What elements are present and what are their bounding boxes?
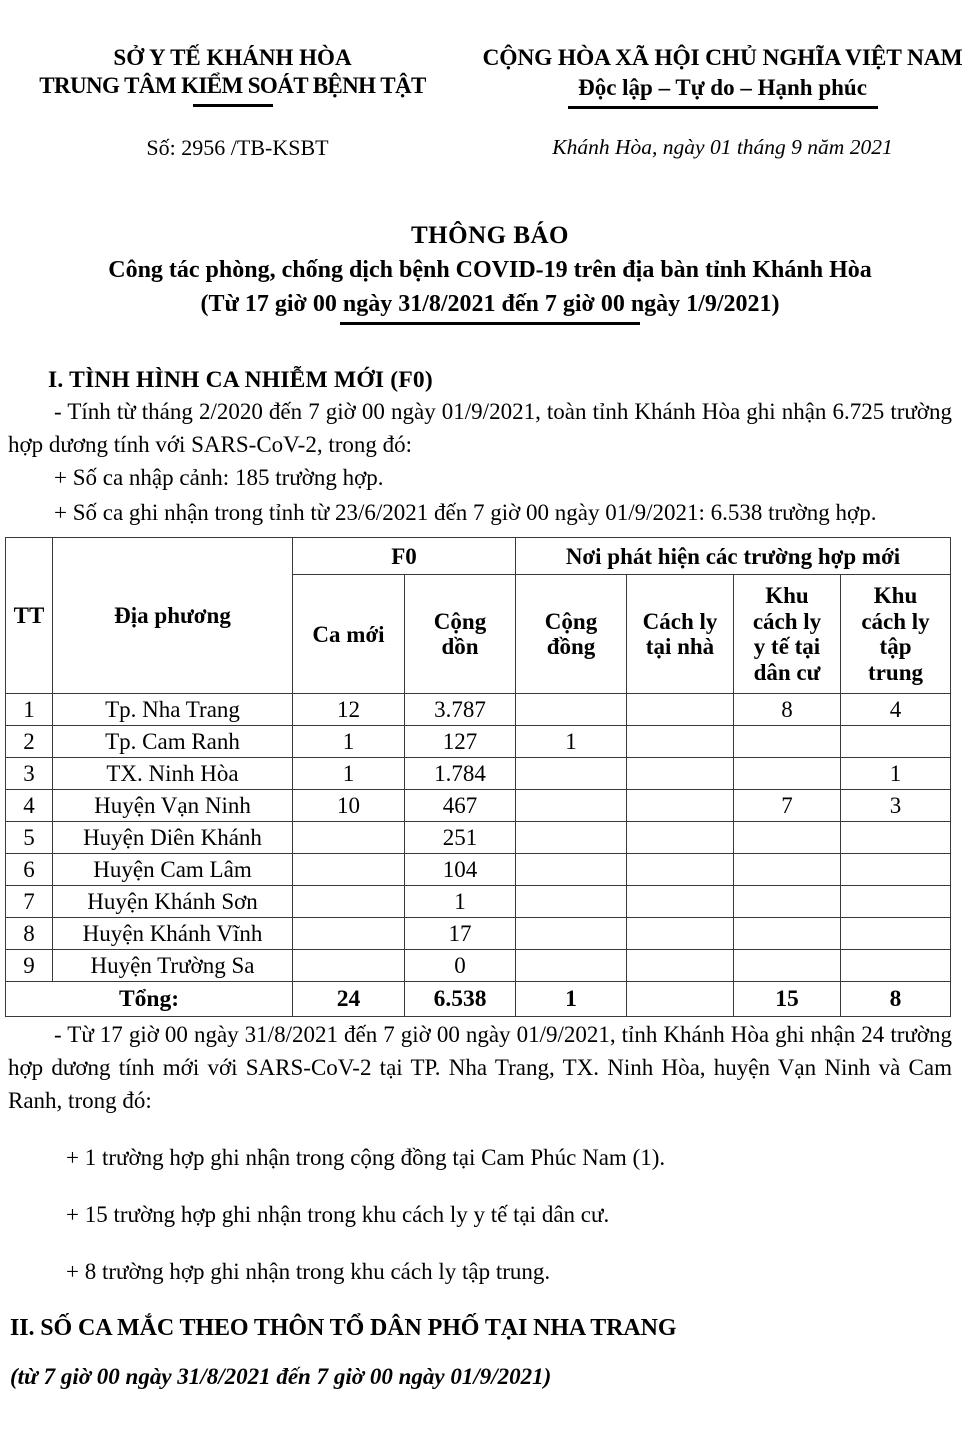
cell-cumulative: 104: [405, 854, 516, 886]
section-1-detail-community: + 1 trường hợp ghi nhận trong cộng đồng tại Cam Phúc Nam (1).: [66, 1145, 666, 1171]
cell-tt: 1: [6, 694, 53, 726]
cell-community: [516, 790, 627, 822]
cell-community: [516, 854, 627, 886]
table-row: [6, 950, 951, 982]
section-2-subheading: (từ 7 giờ 00 ngày 31/8/2021 đến 7 giờ 00 ngày 01/9/2021): [10, 1363, 552, 1389]
table-total-row: [6, 982, 951, 1017]
cell-medical-zone: 8: [734, 694, 841, 726]
cell-total-community: 1: [516, 982, 627, 1017]
cell-concentrated-zone: 3: [841, 790, 951, 822]
cell-new-cases: 1: [293, 726, 405, 758]
cell-total-medical-zone: 15: [734, 982, 841, 1017]
col-header-new-cases: Ca mới: [293, 575, 405, 694]
department-name: SỞ Y TẾ KHÁNH HÒA: [113, 45, 352, 70]
cell-tt: 4: [6, 790, 53, 822]
issuing-organization: [0, 44, 465, 109]
cell-cumulative: 1.784: [405, 758, 516, 790]
cell-total-concentrated-zone: 8: [841, 982, 951, 1017]
cell-cumulative: 251: [405, 822, 516, 854]
cell-concentrated-zone: [841, 726, 951, 758]
cell-medical-zone: [734, 854, 841, 886]
cell-tt: 5: [6, 822, 53, 854]
cell-tt: 6: [6, 854, 53, 886]
cell-locality: Tp. Cam Ranh: [53, 726, 293, 758]
cell-concentrated-zone: 1: [841, 758, 951, 790]
cell-total-home-quarantine: [627, 982, 734, 1017]
cell-new-cases: [293, 854, 405, 886]
document-number: Số: 2956 /TB-KSBT: [146, 134, 329, 160]
cell-medical-zone: 7: [734, 790, 841, 822]
table-row: [6, 854, 951, 886]
section-1-detail-concentrated-zone: + 8 trường hợp ghi nhận trong khu cách ly tập trung.: [66, 1258, 551, 1284]
cell-new-cases: [293, 918, 405, 950]
cell-new-cases: [293, 886, 405, 918]
document-meta-row: [0, 135, 980, 161]
cell-cumulative: 467: [405, 790, 516, 822]
cell-community: [516, 822, 627, 854]
table-row: [6, 726, 951, 758]
cell-new-cases: 12: [293, 694, 405, 726]
col-group-header-detection-place: Nơi phát hiện các trường hợp mới: [516, 538, 951, 575]
title-period: (Từ 17 giờ 00 ngày 31/8/2021 đến 7 giờ 00 ngày 1/9/2021): [200, 290, 780, 317]
section-1-detail-medical-zone: + 15 trường hợp ghi nhận trong khu cách ly y tế tại dân cư.: [66, 1201, 610, 1227]
cell-concentrated-zone: [841, 918, 951, 950]
national-motto: Độc lập – Tự do – Hạnh phúc: [578, 74, 867, 100]
col-header-medical-quarantine-zone: Khu cách ly y tế tại dân cư: [734, 575, 841, 694]
cell-medical-zone: [734, 950, 841, 982]
cell-cumulative: 17: [405, 918, 516, 950]
cell-home-quarantine: [627, 694, 734, 726]
cell-concentrated-zone: 4: [841, 694, 951, 726]
document-title-block: [0, 219, 980, 325]
cell-medical-zone: [734, 822, 841, 854]
cell-new-cases: [293, 822, 405, 854]
section-1-bullet-entry: + Số ca nhập cảnh: 185 trường hợp.: [54, 464, 384, 490]
center-name: TRUNG TÂM KIỂM SOÁT BỆNH TẬT: [39, 73, 426, 99]
cell-new-cases: 1: [293, 758, 405, 790]
col-group-header-f0: F0: [293, 538, 516, 575]
cell-tt: 8: [6, 918, 53, 950]
cell-community: [516, 886, 627, 918]
section-1-paragraph-after-table: - Từ 17 giờ 00 ngày 31/8/2021 đến 7 giờ 00 ngày 01/9/2021, tỉnh Khánh Hòa ghi nhận 24 trường hợp dương tính mới với SARS-CoV-2 tại TP. Nha Trang, TX. Ninh Hòa, huyện Vạn Ninh và Cam Ranh, trong đó:: [8, 1022, 952, 1114]
cell-community: [516, 758, 627, 790]
cell-cumulative: 1: [405, 886, 516, 918]
cell-medical-zone: [734, 726, 841, 758]
cell-community: 1: [516, 726, 627, 758]
cell-locality: TX. Ninh Hòa: [53, 758, 293, 790]
cell-home-quarantine: [627, 950, 734, 982]
col-header-cumulative: Cộng dồn: [405, 575, 516, 694]
cell-total-cumulative: 6.538: [405, 982, 516, 1017]
cell-concentrated-zone: [841, 854, 951, 886]
table-row: [6, 758, 951, 790]
section-2-heading: II. SỐ CA MẮC THEO THÔN TỔ DÂN PHỐ TẠI NHA TRANG: [10, 1314, 677, 1341]
cell-locality: Huyện Cam Lâm: [53, 854, 293, 886]
cell-total-label: Tổng:: [6, 982, 293, 1017]
cell-home-quarantine: [627, 790, 734, 822]
section-1-paragraph-1: - Tính từ tháng 2/2020 đến 7 giờ 00 ngày 01/9/2021, toàn tỉnh Khánh Hòa ghi nhận 6.725 trường hợp dương tính với SARS-CoV-2, trong đó:: [8, 398, 952, 457]
country-name: CỘNG HÒA XÃ HỘI CHỦ NGHĨA VIỆT NAM: [482, 45, 963, 71]
table-row: [6, 886, 951, 918]
col-header-community: Cộng đồng: [516, 575, 627, 694]
cell-community: [516, 918, 627, 950]
letterhead-left-divider: [193, 104, 273, 107]
title-divider: [340, 322, 640, 325]
cell-tt: 7: [6, 886, 53, 918]
cell-concentrated-zone: [841, 822, 951, 854]
cell-total-new-cases: 24: [293, 982, 405, 1017]
cell-medical-zone: [734, 918, 841, 950]
letterhead: [0, 0, 980, 109]
col-header-tt: TT: [6, 538, 53, 694]
col-header-concentrated-quarantine-zone: Khu cách ly tập trung: [841, 575, 951, 694]
cases-by-locality-table: [5, 537, 951, 1017]
page-title: THÔNG BÁO: [411, 221, 569, 249]
national-heading: [465, 44, 980, 109]
section-1-bullet-domestic: + Số ca ghi nhận trong tỉnh từ 23/6/2021 đến 7 giờ 00 ngày 01/9/2021: 6.538 trường hợp.: [54, 499, 877, 525]
table-row: [6, 822, 951, 854]
table-body: [6, 694, 951, 1017]
cell-medical-zone: [734, 886, 841, 918]
cell-concentrated-zone: [841, 950, 951, 982]
cell-home-quarantine: [627, 886, 734, 918]
document-date: Khánh Hòa, ngày 01 tháng 9 năm 2021: [552, 134, 893, 159]
col-header-home-quarantine: Cách ly tại nhà: [627, 575, 734, 694]
cell-home-quarantine: [627, 758, 734, 790]
table-header-row-groups: [6, 538, 951, 575]
title-subject: Công tác phòng, chống dịch bệnh COVID-19 trên địa bàn tỉnh Khánh Hòa: [108, 257, 872, 284]
cell-concentrated-zone: [841, 886, 951, 918]
cell-locality: Huyện Diên Khánh: [53, 822, 293, 854]
cell-home-quarantine: [627, 726, 734, 758]
cell-cumulative: 0: [405, 950, 516, 982]
cell-locality: Tp. Nha Trang: [53, 694, 293, 726]
table-head: [6, 538, 951, 694]
cell-tt: 2: [6, 726, 53, 758]
cell-cumulative: 127: [405, 726, 516, 758]
cell-locality: Huyện Khánh Sơn: [53, 886, 293, 918]
cell-home-quarantine: [627, 822, 734, 854]
cell-community: [516, 950, 627, 982]
cell-home-quarantine: [627, 918, 734, 950]
letterhead-right-divider: [568, 106, 878, 109]
section-1-heading: I. TÌNH HÌNH CA NHIỄM MỚI (F0): [48, 366, 433, 393]
table-row: [6, 918, 951, 950]
cell-locality: Huyện Khánh Vĩnh: [53, 918, 293, 950]
cell-locality: Huyện Trường Sa: [53, 950, 293, 982]
cell-new-cases: [293, 950, 405, 982]
cases-table-wrapper: [0, 537, 980, 1017]
cell-tt: 3: [6, 758, 53, 790]
col-header-locality: Địa phương: [53, 538, 293, 694]
table-row: [6, 694, 951, 726]
cell-tt: 9: [6, 950, 53, 982]
cell-locality: Huyện Vạn Ninh: [53, 790, 293, 822]
cell-cumulative: 3.787: [405, 694, 516, 726]
table-row: [6, 790, 951, 822]
cell-medical-zone: [734, 758, 841, 790]
cell-home-quarantine: [627, 854, 734, 886]
cell-new-cases: 10: [293, 790, 405, 822]
cell-community: [516, 694, 627, 726]
